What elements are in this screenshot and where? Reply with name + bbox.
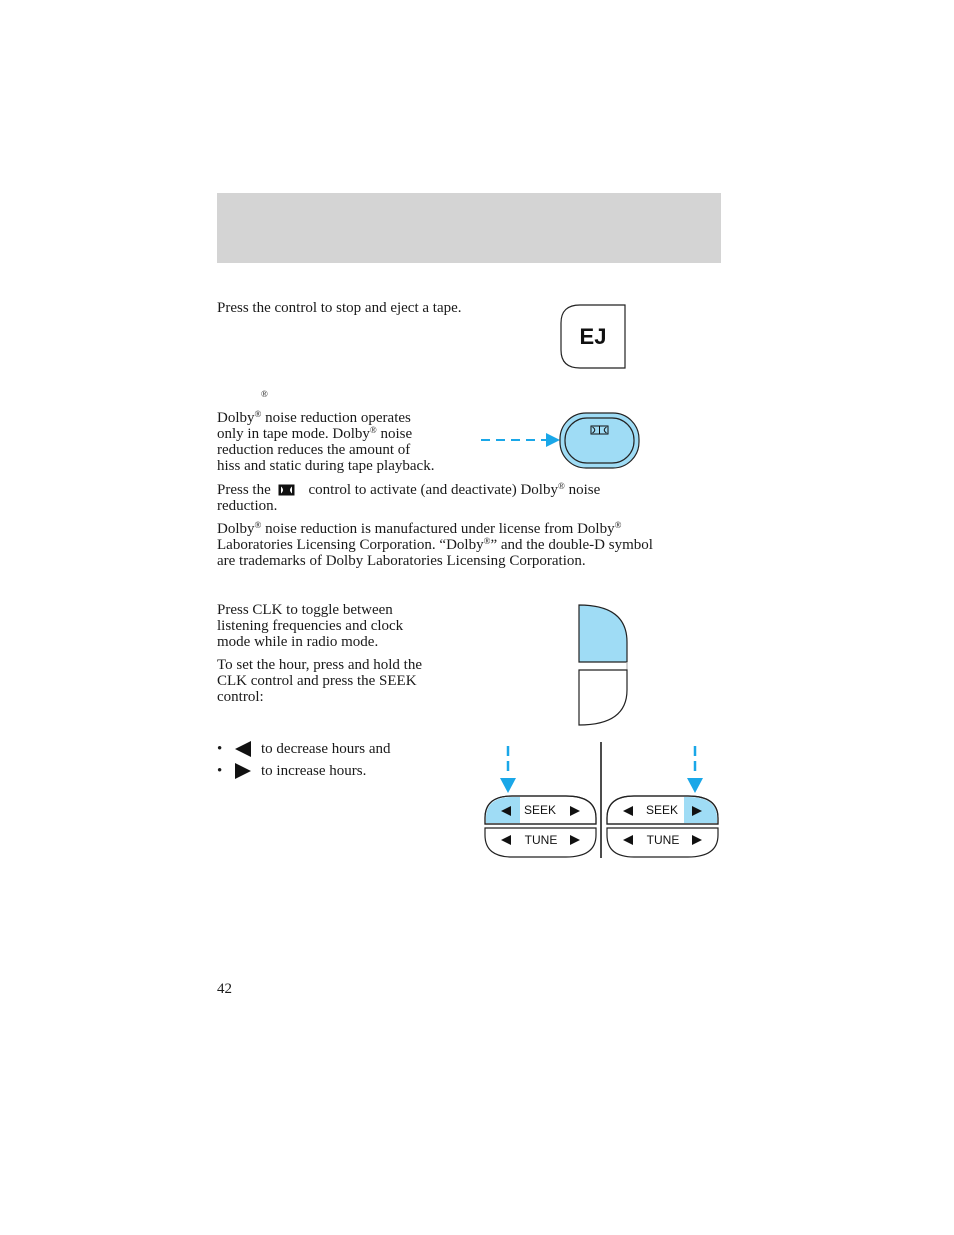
dolby-description: [217, 410, 477, 474]
clk-button-lower: [579, 670, 627, 725]
eject-button-illustration: [555, 300, 630, 372]
increase-hours-text: to increase hours.: [261, 763, 367, 779]
registered-mark: ®: [483, 536, 491, 546]
license-text: noise reduction is manufactured under license from Dolby: [261, 521, 615, 537]
right-triangle-icon: [235, 763, 251, 779]
page-number: 42: [217, 981, 232, 997]
bullet-dot: •: [217, 741, 223, 757]
set-hour-line2: CLK control and press the SEEK: [217, 673, 417, 689]
registered-mark: ®: [614, 520, 622, 530]
clk-line1: Press CLK to toggle between: [217, 602, 393, 618]
bullet-decrease-hours: [217, 741, 391, 757]
dolby-word: Dolby: [217, 410, 255, 426]
dolby-trademark-notice: [217, 521, 717, 569]
arrow-head-icon: [546, 433, 560, 447]
dolby-button-illustration: [478, 410, 643, 472]
seek-label: SEEK: [645, 803, 679, 817]
activate-text: control to activate (and deactivate) Dolby: [308, 482, 558, 498]
tune-label: TUNE: [646, 833, 680, 847]
dolby-activate-instructions: [217, 482, 717, 514]
seek-tune-illustration: [480, 740, 725, 862]
double-d-text: ” and the double-D symbol: [490, 537, 653, 553]
eject-instructions: [217, 300, 477, 316]
registered-mark: ®: [254, 520, 262, 530]
bullet-increase-hours: [217, 763, 366, 779]
reduction-text: reduction.: [217, 498, 278, 514]
seek-right-highlight: [684, 797, 717, 823]
arrow-down-icon: [687, 778, 703, 793]
set-hour-line3: control:: [217, 689, 264, 705]
dolby-inline-icon: [278, 484, 295, 496]
dolby-heading-registered-mark: ®: [261, 389, 268, 399]
registered-mark: ®: [254, 409, 262, 419]
dolby-desc-line1: noise reduction operates: [261, 410, 411, 426]
eject-button-label: EJ: [579, 324, 607, 349]
dolby-desc-line2: only in tape mode. Dolby: [217, 426, 370, 442]
chapter-header-band: [217, 193, 721, 263]
press-the-text: Press the: [217, 482, 271, 498]
dolby-desc-line2b: noise: [376, 426, 413, 442]
laboratories-text: Laboratories Licensing Corporation. “Dolby: [217, 537, 484, 553]
set-hour-line1: To set the hour, press and hold the: [217, 657, 422, 673]
dolby-button-inner: [565, 418, 634, 463]
dolby-desc-line3: reduction reduces the amount of: [217, 442, 411, 458]
clk-toggle-instructions: [217, 602, 477, 650]
registered-mark: ®: [369, 425, 377, 435]
clk-button-upper: [579, 605, 627, 662]
clk-line3: mode while in radio mode.: [217, 634, 379, 650]
dolby-word: Dolby: [217, 521, 255, 537]
clk-line2: listening frequencies and clock: [217, 618, 404, 634]
eject-instructions-text: Press the control to stop and eject a tape.: [217, 300, 462, 316]
clk-button-illustration: [575, 602, 633, 730]
arrow-down-icon: [500, 778, 516, 793]
clk-set-hour-instructions: [217, 657, 477, 705]
trademark-text: are trademarks of Dolby Laboratories Licensing Corporation.: [217, 553, 586, 569]
registered-mark: ®: [557, 481, 565, 491]
noise-text: noise: [564, 482, 601, 498]
seek-label: SEEK: [523, 803, 557, 817]
decrease-hours-text: to decrease hours and: [261, 741, 391, 757]
left-triangle-icon: [235, 741, 251, 757]
bullet-dot: •: [217, 763, 223, 779]
dolby-desc-line4: hiss and static during tape playback.: [217, 458, 435, 474]
tune-label: TUNE: [524, 833, 558, 847]
